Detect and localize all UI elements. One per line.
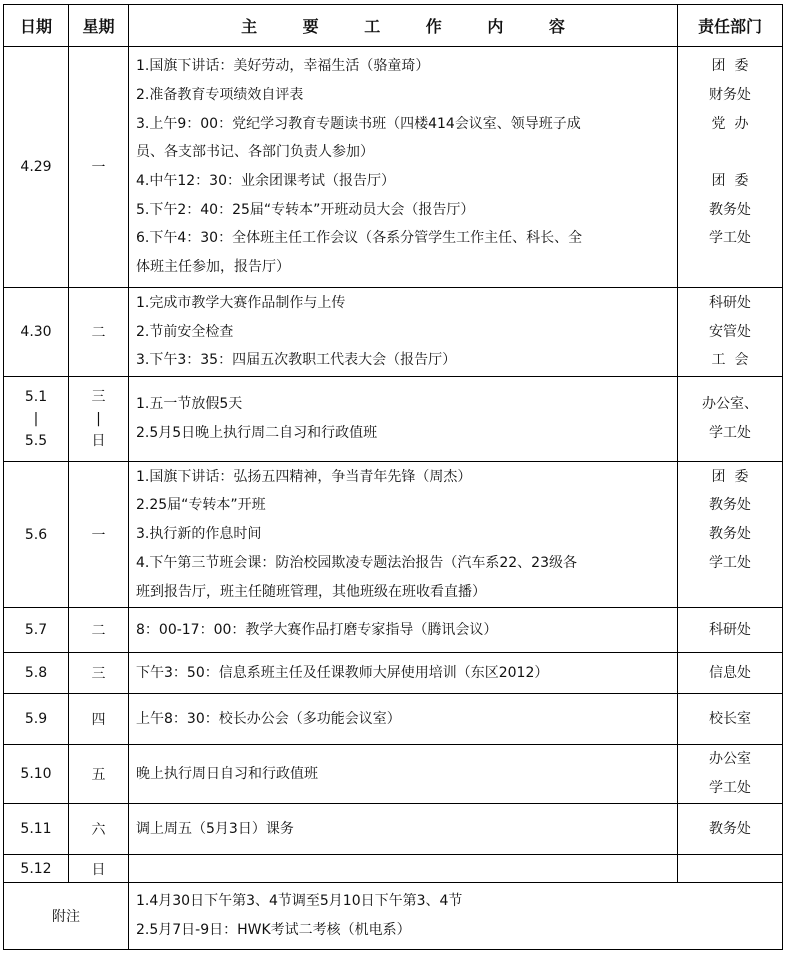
dept-line: 科研处 (709, 621, 751, 638)
dept-line: 学工处 (709, 554, 751, 571)
content-line: 2.5月5日晚上执行周二自习和行政值班 (136, 425, 378, 441)
dept-line: 学工处 (709, 780, 751, 796)
date-cell: 4.29 (4, 47, 69, 288)
weekday-cell: 二 (69, 608, 129, 653)
weekday-cell: 六 (69, 804, 129, 855)
content-line: 3.执行新的作息时间 (136, 526, 262, 543)
dept-line: 安管处 (709, 323, 751, 340)
content-line: 晚上执行周日自习和行政值班 (136, 765, 318, 782)
content-line: 2.节前安全检查 (136, 323, 234, 340)
dept-line: 教务处 (709, 497, 751, 514)
content-cell (129, 608, 678, 653)
dept-line: 教务处 (709, 201, 751, 218)
dept-cell (678, 694, 783, 745)
content-line: 4.中午12：30：业余团课考试（报告厅） (136, 173, 395, 189)
dept-line (678, 253, 782, 282)
date-cell: 5.8 (4, 653, 69, 694)
content-line: 3.下午3：35：四届五次教职工代表大会（报告厅） (136, 352, 457, 369)
date-cell: 5.11 (4, 804, 69, 855)
table-row (4, 462, 783, 608)
date-from: 5.1 (24, 389, 48, 405)
content-line: 体班主任参加，报告厅） (136, 259, 290, 276)
date-range-cell (4, 377, 69, 462)
content-cell (129, 47, 678, 288)
dept-line: 学工处 (709, 425, 751, 441)
weekday-cell: 日 (69, 855, 129, 883)
table-row (4, 804, 783, 855)
dept-cell (678, 653, 783, 694)
dept-cell (678, 462, 783, 608)
dept-line: 校长室 (709, 710, 751, 727)
content-line: 3.上午9：00：党纪学习教育专题读书班（四楼414会议室、领导班子成 (136, 115, 581, 132)
date-cell: 5.6 (4, 462, 69, 608)
date-cell: 5.12 (4, 855, 69, 883)
date-cell: 5.7 (4, 608, 69, 653)
header-content: 主 要 工 作 内 容 (129, 5, 678, 47)
dept-cell (678, 855, 783, 883)
dept-line (678, 578, 782, 607)
table-row (4, 855, 783, 883)
content-cell (129, 653, 678, 694)
header-dept: 责任部门 (678, 5, 783, 47)
dept-cell (678, 377, 783, 462)
content-line: 8：00-17：00：教学大赛作品打磨专家指导（腾讯会议） (136, 621, 498, 638)
content-line: 1.完成市教学大赛作品制作与上传 (136, 294, 346, 311)
content-line: 上午8：30：校长办公会（多功能会议室） (136, 710, 401, 727)
date-to: 5.5 (24, 433, 48, 449)
content-line: 1.国旗下讲话：弘扬五四精神，争当青年先锋（周杰） (136, 468, 472, 485)
dept-cell (678, 804, 783, 855)
weekday-cell: 三 (69, 653, 129, 694)
content-line: 6.下午4：30：全体班主任工作会议（各系分管学生工作主任、科长、全 (136, 230, 583, 247)
appendix-label: 附注 (4, 883, 129, 950)
content-cell (129, 377, 678, 462)
table-row (4, 377, 783, 462)
dept-line: 工 会 (711, 352, 749, 369)
content-line: 员、各支部书记、各部门负责人参加） (136, 144, 374, 161)
content-cell (129, 694, 678, 745)
header-weekday: 星期 (69, 5, 129, 47)
table-row (4, 653, 783, 694)
dept-line: 党 办 (711, 115, 749, 132)
content-line: 2.25届“专转本”开班 (136, 497, 266, 514)
dept-line: 科研处 (709, 294, 751, 311)
dept-cell (678, 608, 783, 653)
weekday-cell: 四 (69, 694, 129, 745)
dept-cell (678, 47, 783, 288)
dept-cell (678, 288, 783, 377)
content-cell (129, 745, 678, 804)
table-row (4, 745, 783, 804)
table-row (4, 47, 783, 288)
weekday-cell: 五 (69, 745, 129, 804)
table-row (4, 608, 783, 653)
weekday-to: 日 (91, 433, 106, 449)
weekday-from: 三 (91, 389, 106, 405)
content-cell (129, 804, 678, 855)
table-row (4, 694, 783, 745)
date-separator: | (33, 411, 39, 427)
header-row (4, 5, 783, 47)
weekday-separator: | (96, 411, 101, 427)
content-line: 下午3：50：信息系班主任及任课教师大屏使用培训（东区2012） (136, 664, 549, 681)
content-line: 班到报告厅，班主任随班管理，其他班级在班收看直播） (136, 583, 486, 600)
content-line: 1.五一节放假5天 (136, 396, 243, 413)
weekday-range-cell (69, 377, 129, 462)
content-line: 2.准备教育专项绩效自评表 (136, 86, 304, 103)
appendix-content (129, 883, 783, 950)
weekday-cell: 二 (69, 288, 129, 377)
work-schedule-table (3, 4, 783, 950)
appendix-line: 1.4月30日下午第3、4节调至5月10日下午第3、4节 (136, 893, 463, 910)
dept-line: 团 委 (711, 468, 749, 485)
dept-line: 办公室、 (702, 396, 758, 413)
dept-cell (678, 745, 783, 804)
weekday-cell: 一 (69, 47, 129, 288)
appendix-line: 2.5月7日-9日：HWK考试二考核（机电系） (136, 922, 411, 938)
dept-line: 办公室 (709, 751, 751, 768)
header-date: 日期 (4, 5, 69, 47)
dept-line: 学工处 (709, 230, 751, 247)
date-cell: 4.30 (4, 288, 69, 377)
date-cell: 5.9 (4, 694, 69, 745)
dept-line: 教务处 (709, 820, 751, 837)
weekday-cell: 一 (69, 462, 129, 608)
date-cell: 5.10 (4, 745, 69, 804)
content-cell (129, 288, 678, 377)
table-row (4, 288, 783, 377)
content-line: 4.下午第三节班会课：防治校园欺凌专题法治报告（汽车系22、23级各 (136, 554, 577, 571)
appendix-row (4, 883, 783, 950)
content-line: 5.下午2：40：25届“专转本”开班动员大会（报告厅） (136, 201, 475, 218)
content-line: 1.国旗下讲话：美好劳动，幸福生活（骆童琦） (136, 58, 430, 75)
dept-line (678, 138, 782, 167)
content-cell (129, 462, 678, 608)
content-line: 调上周五（5月3日）课务 (136, 820, 294, 837)
dept-line: 财务处 (709, 86, 751, 103)
dept-line: 信息处 (709, 664, 751, 681)
dept-line: 教务处 (709, 526, 751, 543)
content-cell (129, 855, 678, 883)
dept-line: 团 委 (711, 58, 749, 75)
dept-line: 团 委 (711, 173, 749, 189)
